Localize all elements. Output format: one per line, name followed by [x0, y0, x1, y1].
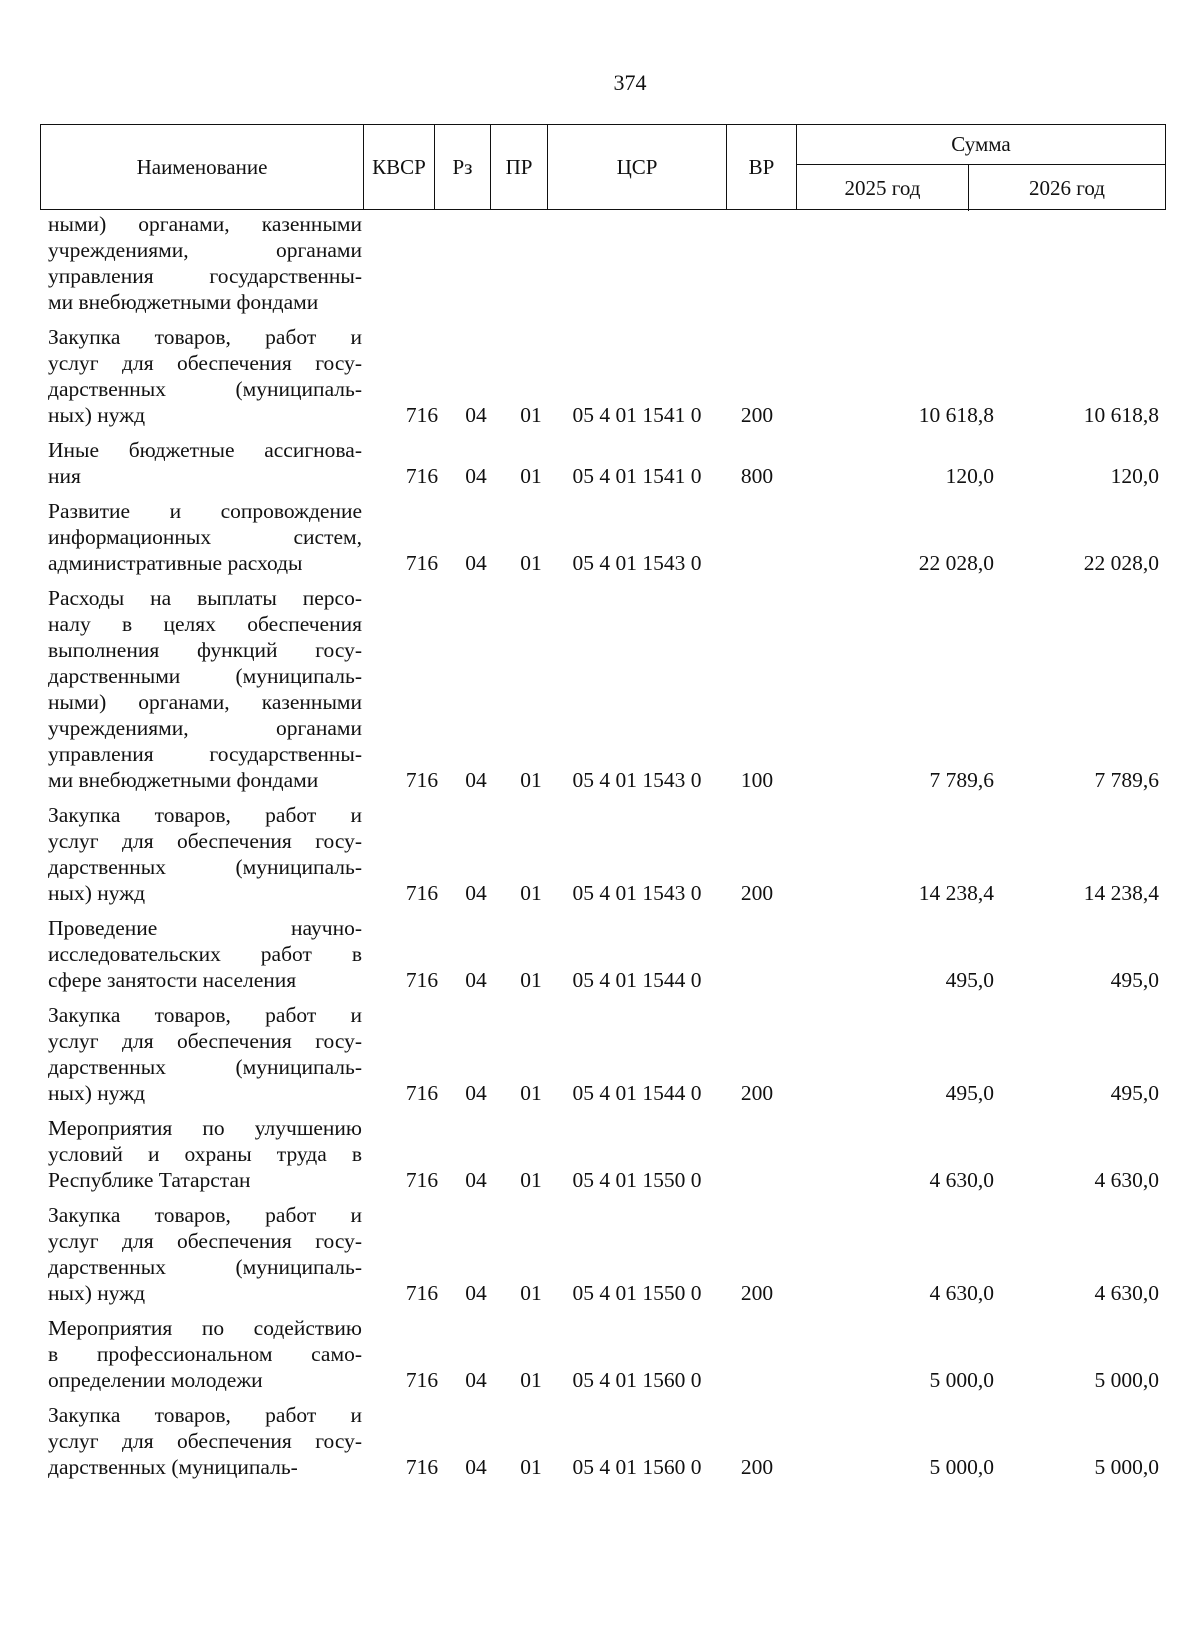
- vr-cell: 200: [740, 1281, 774, 1305]
- amount-2025-cell: 5 000,0: [929, 1368, 994, 1392]
- row-name-line: Закупка товаров, работ и: [48, 803, 362, 827]
- row-name-line: управления государственны-: [48, 264, 362, 288]
- amount-2026-cell: 5 000,0: [1094, 1455, 1159, 1479]
- row-name-line: дарственных (муниципаль-: [48, 377, 362, 401]
- amount-2026-cell: 14 238,4: [1083, 881, 1159, 905]
- rz-cell: 04: [465, 1281, 487, 1305]
- amount-2026-cell: 120,0: [1110, 464, 1159, 488]
- row-name-line: Проведение научно-: [48, 916, 362, 940]
- rz-cell: 04: [465, 1368, 487, 1392]
- csr-cell: 05 4 01 1550 0: [572, 1281, 702, 1305]
- row-name-line: Республике Татарстан: [48, 1168, 251, 1192]
- row-name-line: определении молодежи: [48, 1368, 263, 1392]
- csr-cell: 05 4 01 1550 0: [572, 1168, 702, 1192]
- header-year-2025: 2025 год: [797, 165, 969, 211]
- table-row: [48, 211, 1168, 315]
- pr-cell: 01: [520, 403, 542, 427]
- pr-cell: 01: [520, 1081, 542, 1105]
- table-body: [48, 211, 1168, 1489]
- row-name: [48, 437, 362, 489]
- pr-cell: 01: [520, 768, 542, 792]
- amount-2025-cell: 7 789,6: [929, 768, 994, 792]
- kvsr-cell: 716: [405, 1368, 439, 1392]
- table-row: [48, 1402, 1168, 1480]
- kvsr-cell: 716: [405, 768, 439, 792]
- vr-cell: 200: [740, 403, 774, 427]
- table-row: [48, 498, 1168, 576]
- row-name-line: услуг для обеспечения госу-: [48, 1429, 362, 1453]
- row-name-line: ми внебюджетными фондами: [48, 290, 319, 314]
- row-name-line: услуг для обеспечения госу-: [48, 1229, 362, 1253]
- vr-cell: 200: [740, 1455, 774, 1479]
- amount-2026-cell: 5 000,0: [1094, 1368, 1159, 1392]
- row-name-line: исследовательских работ в: [48, 942, 362, 966]
- row-name-line: услуг для обеспечения госу-: [48, 351, 362, 375]
- row-name-line: сфере занятости населения: [48, 968, 297, 992]
- row-name-line: дарственных (муниципаль-: [48, 1455, 298, 1479]
- row-name-line: Мероприятия по улучшению: [48, 1116, 362, 1140]
- row-name-line: управления государственны-: [48, 742, 362, 766]
- csr-cell: 05 4 01 1543 0: [572, 881, 702, 905]
- rz-cell: 04: [465, 464, 487, 488]
- kvsr-cell: 716: [405, 881, 439, 905]
- pr-cell: 01: [520, 1368, 542, 1392]
- kvsr-cell: 716: [405, 1168, 439, 1192]
- row-name-line: ных) нужд: [48, 1281, 146, 1305]
- row-name-line: учреждениями, органами: [48, 238, 362, 262]
- amount-2026-cell: 22 028,0: [1083, 551, 1159, 575]
- table-row: [48, 802, 1168, 906]
- pr-cell: 01: [520, 1168, 542, 1192]
- row-name-line: в профессиональном само-: [48, 1342, 362, 1366]
- rz-cell: 04: [465, 968, 487, 992]
- amount-2026-cell: 495,0: [1110, 968, 1159, 992]
- rz-cell: 04: [465, 1455, 487, 1479]
- amount-2025-cell: 22 028,0: [918, 551, 994, 575]
- header-rz: Рз: [435, 125, 491, 209]
- table-header: [40, 124, 1166, 210]
- amount-2026-cell: 4 630,0: [1094, 1168, 1159, 1192]
- pr-cell: 01: [520, 464, 542, 488]
- amount-2025-cell: 120,0: [945, 464, 994, 488]
- rz-cell: 04: [465, 1168, 487, 1192]
- csr-cell: 05 4 01 1560 0: [572, 1368, 702, 1392]
- row-name: [48, 1002, 362, 1106]
- header-name: Наименование: [41, 125, 364, 209]
- csr-cell: 05 4 01 1541 0: [572, 464, 702, 488]
- vr-cell: 800: [740, 464, 774, 488]
- amount-2025-cell: 10 618,8: [918, 403, 994, 427]
- row-name: [48, 211, 362, 315]
- pr-cell: 01: [520, 551, 542, 575]
- table-row: [48, 1315, 1168, 1393]
- row-name-line: дарственными (муниципаль-: [48, 664, 362, 688]
- row-name-line: ми внебюджетными фондами: [48, 768, 319, 792]
- row-name-line: дарственных (муниципаль-: [48, 1055, 362, 1079]
- row-name-line: Закупка товаров, работ и: [48, 1003, 362, 1027]
- row-name-line: Развитие и сопровождение: [48, 499, 362, 523]
- row-name: [48, 498, 362, 576]
- row-name-line: Иные бюджетные ассигнова-: [48, 438, 362, 462]
- table-row: [48, 1115, 1168, 1193]
- pr-cell: 01: [520, 968, 542, 992]
- table-row: [48, 1002, 1168, 1106]
- amount-2026-cell: 7 789,6: [1094, 768, 1159, 792]
- row-name: [48, 915, 362, 993]
- row-name: [48, 585, 362, 793]
- row-name-line: налу в целях обеспечения: [48, 612, 362, 636]
- pr-cell: 01: [520, 881, 542, 905]
- row-name-line: услуг для обеспечения госу-: [48, 829, 362, 853]
- rz-cell: 04: [465, 881, 487, 905]
- header-sum: Сумма: [797, 125, 1165, 165]
- row-name-line: административные расходы: [48, 551, 303, 575]
- row-name-line: ными) органами, казенными: [48, 212, 362, 236]
- row-name-line: информационных систем,: [48, 525, 362, 549]
- row-name-line: ных) нужд: [48, 881, 146, 905]
- row-name-line: Закупка товаров, работ и: [48, 325, 362, 349]
- table-row: [48, 1202, 1168, 1306]
- csr-cell: 05 4 01 1544 0: [572, 1081, 702, 1105]
- row-name-line: Закупка товаров, работ и: [48, 1403, 362, 1427]
- row-name-line: Закупка товаров, работ и: [48, 1203, 362, 1227]
- page-number: 374: [613, 70, 647, 95]
- row-name: [48, 1402, 362, 1480]
- row-name: [48, 1202, 362, 1306]
- row-name: [48, 1115, 362, 1193]
- kvsr-cell: 716: [405, 403, 439, 427]
- amount-2026-cell: 4 630,0: [1094, 1281, 1159, 1305]
- table-row: [48, 585, 1168, 793]
- rz-cell: 04: [465, 1081, 487, 1105]
- kvsr-cell: 716: [405, 1455, 439, 1479]
- amount-2026-cell: 10 618,8: [1083, 403, 1159, 427]
- pr-cell: 01: [520, 1455, 542, 1479]
- row-name-line: ния: [48, 464, 81, 488]
- row-name-line: дарственных (муниципаль-: [48, 855, 362, 879]
- vr-cell: 200: [740, 881, 774, 905]
- row-name: [48, 324, 362, 428]
- row-name-line: Мероприятия по содействию: [48, 1316, 362, 1340]
- header-csr: ЦСР: [548, 125, 727, 209]
- amount-2025-cell: 14 238,4: [918, 881, 994, 905]
- vr-cell: 200: [740, 1081, 774, 1105]
- rz-cell: 04: [465, 768, 487, 792]
- header-vr: ВР: [727, 125, 797, 209]
- row-name: [48, 802, 362, 906]
- amount-2025-cell: 5 000,0: [929, 1455, 994, 1479]
- table-row: [48, 915, 1168, 993]
- table-row: [48, 324, 1168, 428]
- row-name-line: Расходы на выплаты персо-: [48, 586, 362, 610]
- kvsr-cell: 716: [405, 464, 439, 488]
- csr-cell: 05 4 01 1543 0: [572, 768, 702, 792]
- csr-cell: 05 4 01 1544 0: [572, 968, 702, 992]
- csr-cell: 05 4 01 1560 0: [572, 1455, 702, 1479]
- row-name-line: ными) органами, казенными: [48, 690, 362, 714]
- kvsr-cell: 716: [405, 1281, 439, 1305]
- csr-cell: 05 4 01 1541 0: [572, 403, 702, 427]
- table-row: [48, 437, 1168, 489]
- header-year-2026: 2026 год: [1029, 175, 1105, 200]
- row-name: [48, 1315, 362, 1393]
- row-name-line: выполнения функций госу-: [48, 638, 362, 662]
- csr-cell: 05 4 01 1543 0: [572, 551, 702, 575]
- row-name-line: услуг для обеспечения госу-: [48, 1029, 362, 1053]
- amount-2025-cell: 495,0: [945, 1081, 994, 1105]
- row-name-line: ных) нужд: [48, 1081, 146, 1105]
- vr-cell: 100: [740, 768, 774, 792]
- rz-cell: 04: [465, 551, 487, 575]
- header-pr: ПР: [491, 125, 548, 209]
- kvsr-cell: 716: [405, 551, 439, 575]
- row-name-line: условий и охраны труда в: [48, 1142, 362, 1166]
- amount-2025-cell: 4 630,0: [929, 1281, 994, 1305]
- kvsr-cell: 716: [405, 1081, 439, 1105]
- amount-2025-cell: 495,0: [945, 968, 994, 992]
- amount-2025-cell: 4 630,0: [929, 1168, 994, 1192]
- row-name-line: учреждениями, органами: [48, 716, 362, 740]
- header-kvsr: КВСР: [364, 125, 435, 209]
- amount-2026-cell: 495,0: [1110, 1081, 1159, 1105]
- row-name-line: ных) нужд: [48, 403, 146, 427]
- row-name-line: дарственных (муниципаль-: [48, 1255, 362, 1279]
- pr-cell: 01: [520, 1281, 542, 1305]
- kvsr-cell: 716: [405, 968, 439, 992]
- rz-cell: 04: [465, 403, 487, 427]
